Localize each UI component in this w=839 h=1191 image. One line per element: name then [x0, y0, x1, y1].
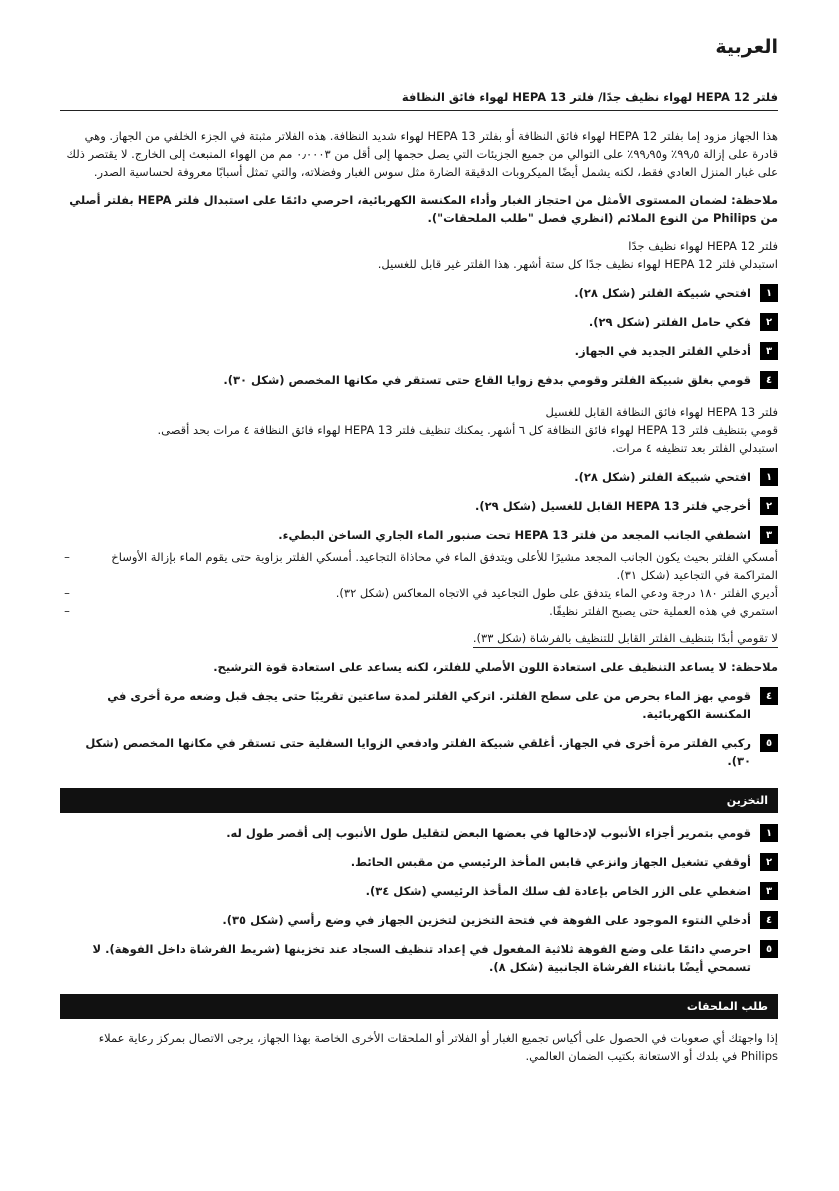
step-number: ٢ — [760, 313, 778, 331]
step-number: ٤ — [760, 911, 778, 929]
storage-heading-bar: التخزين — [60, 788, 778, 813]
storage-step — [60, 882, 778, 900]
step-text: قومي بهز الماء بحرص من على سطح الفلتر. اتركي الفلتر لمدة ساعتين تقريبًا حتى يجف قبل وضعه مرة أخرى في المكنسة الكهربائية. — [107, 689, 751, 721]
step-text: قومي بغلق شبيكة الفلتر وقومي بدفع زوايا القاع حتى تستقر في مكانها المخصص (شكل ٣٠). — [223, 373, 751, 387]
hepa13-step — [60, 526, 778, 544]
hepa12-step — [60, 371, 778, 389]
step-text: اضغطي على الزر الخاص بإعادة لف سلك المأخذ الرئيسي (شكل ٣٤). — [365, 884, 751, 898]
page-title: العربية — [715, 36, 778, 58]
hepa12-title: فلتر HEPA 12 لهواء نظيف جدًا — [628, 239, 778, 253]
hepa12-step — [60, 284, 778, 302]
dash-bullet: – — [64, 550, 70, 564]
storage-step — [60, 824, 778, 842]
step-text: أدخلي النتوء الموجود على الفوهة في فتحة التخزين لتخزين الجهاز في وضع رأسي (شكل ٣٥). — [222, 913, 751, 927]
cleaning-note: ملاحظة: لا يساعد التنظيف على استعادة اللون الأصلي للفلتر، لكنه يساعد على استعادة قوة الترشيح. — [213, 660, 778, 674]
list-item — [60, 584, 778, 602]
step-text: احرصي دائمًا على وضع الفوهة ثلاثية المفعول في إعداد تنظيف السجاد عند تخزينها (شريط الفرشاة داخل الفوهة). لا تسمحي أيضًا بانثناء الفرشاة الجانبية (شكل ٨). — [92, 942, 751, 974]
hepa12-step — [60, 313, 778, 331]
step-number: ٢ — [760, 853, 778, 871]
list-item — [60, 548, 778, 584]
brush-warning: لا تقومي أبدًا بتنظيف الفلتر القابل للتنظيف بالفرشاة (شكل ٣٣). — [473, 630, 778, 648]
bullet-text: استمري في هذه العملية حتى يصبح الفلتر نظيفًا. — [549, 604, 778, 618]
storage-step — [60, 911, 778, 929]
accessories-heading-bar: طلب الملحقات — [60, 994, 778, 1019]
hepa13-step — [60, 734, 778, 770]
rinse-bullets — [60, 548, 778, 620]
list-item — [60, 602, 778, 620]
step-number: ٥ — [760, 940, 778, 958]
step-number: ٤ — [760, 687, 778, 705]
step-number: ٣ — [760, 882, 778, 900]
intro-paragraph: هذا الجهاز مزود إما بفلتر HEPA 12 لهواء فائق النظافة أو بفلتر HEPA 13 لهواء شديد النظافة. هذه الفلاتر مثبتة في الجزء الخلفي من الجهاز. وهي قادرة على إزالة ٩٩٫٥٪ و٩٩٫٩٥٪ على التوالي من جميع الجزيئات التي يصل حجمها إلى أقل من ٠٫٠٠٠٣ مم من الهواء المنبعث إلى الخارج. لا يقتصر ذلك على غبار المنزل العادي فقط، لكنه يشمل أيضًا الميكروبات الدقيقة الضارة مثل سوس الغبار وفضلاته، والتي تمثل أسبابًا معروفة لحساسية الصدر. — [66, 129, 778, 179]
hepa13-description-2: استبدلي الفلتر بعد تنظيفه ٤ مرات. — [611, 441, 778, 455]
step-number: ١ — [760, 468, 778, 486]
note-paragraph: ملاحظة: لضمان المستوى الأمثل من احتجاز الغبار وأداء المكنسة الكهربائية، احرصي دائمًا على استبدال فلتر HEPA بفلتر أصلي من Philips من النوع الملائم (انظري فصل "طلب الملحقات"). — [69, 193, 778, 225]
bullet-text: أديري الفلتر ١٨٠ درجة ودعي الماء يتدفق على طول التجاعيد في الاتجاه المعاكس (شكل ٣٢). — [335, 586, 778, 600]
step-number: ٥ — [760, 734, 778, 752]
hepa12-step — [60, 342, 778, 360]
step-text: قومي بتمرير أجزاء الأنبوب لإدخالها في بعضها البعض لتقليل طول الأنبوب إلى أقصر طول له. — [226, 826, 751, 840]
step-number: ٣ — [760, 342, 778, 360]
dash-bullet: – — [64, 604, 70, 618]
step-number: ١ — [760, 284, 778, 302]
dash-bullet: – — [64, 586, 70, 600]
step-text: ركبي الفلتر مرة أخرى في الجهاز. أغلقي شبيكة الفلتر وادفعي الزوايا السفلية حتى تستقر في مكانها المخصص (شكل ٣٠). — [85, 736, 751, 768]
step-number: ٣ — [760, 526, 778, 544]
step-text: افتحي شبيكة الفلتر (شكل ٢٨). — [574, 286, 751, 300]
step-text: افتحي شبيكة الفلتر (شكل ٢٨). — [574, 470, 751, 484]
storage-step — [60, 853, 778, 871]
step-number: ١ — [760, 824, 778, 842]
section-heading: فلتر HEPA 12 لهواء نظيف جدًا/ فلتر HEPA 13 لهواء فائق النظافة — [60, 90, 778, 111]
bullet-text: أمسكي الفلتر بحيث يكون الجانب المجعد مشيرًا للأعلى ويتدفق الماء في محاذاة التجاعيد. أمسكي الفلتر بزاوية حتى يقوم الماء بإزالة الأوساخ المتراكمة في التجاعيد (شكل ٣١). — [111, 550, 778, 582]
step-text: أدخلي الفلتر الجديد في الجهاز. — [574, 344, 751, 358]
hepa12-description: استبدلي فلتر HEPA 12 لهواء نظيف جدًا كل ستة أشهر. هذا الفلتر غير قابل للغسيل. — [377, 257, 778, 271]
step-text: أوقفي تشغيل الجهاز وانزعي قابس المأخذ الرئيسي من مقبس الحائط. — [350, 855, 751, 869]
hepa13-description: قومي بتنظيف فلتر HEPA 13 لهواء فائق النظافة كل ٦ أشهر. يمكنك تنظيف فلتر HEPA 13 لهواء فائق النظافة ٤ مرات بحد أقصى. — [157, 423, 778, 437]
hepa13-title: فلتر HEPA 13 لهواء فائق النظافة القابل للغسيل — [545, 405, 778, 419]
step-number: ٢ — [760, 497, 778, 515]
hepa13-step — [60, 468, 778, 486]
step-text: أخرجي فلتر HEPA 13 القابل للغسيل (شكل ٢٩). — [475, 499, 751, 513]
step-number: ٤ — [760, 371, 778, 389]
content — [60, 127, 778, 1065]
step-text: اشطفي الجانب المجعد من فلتر HEPA 13 تحت صنبور الماء الجاري الساخن البطيء. — [278, 528, 751, 542]
accessories-paragraph: إذا واجهتك أي صعوبات في الحصول على أكياس تجميع الغبار أو الفلاتر أو الملحقات الأخرى الخاصة بهذا الجهاز، يرجى الاتصال بمركز رعاية عملاء Philips في بلدك أو الاستعانة بكتيب الضمان العالمي. — [98, 1031, 778, 1063]
hepa13-step — [60, 687, 778, 723]
step-text: فكي حامل الفلتر (شكل ٢٩). — [588, 315, 751, 329]
storage-step — [60, 940, 778, 976]
hepa13-step — [60, 497, 778, 515]
